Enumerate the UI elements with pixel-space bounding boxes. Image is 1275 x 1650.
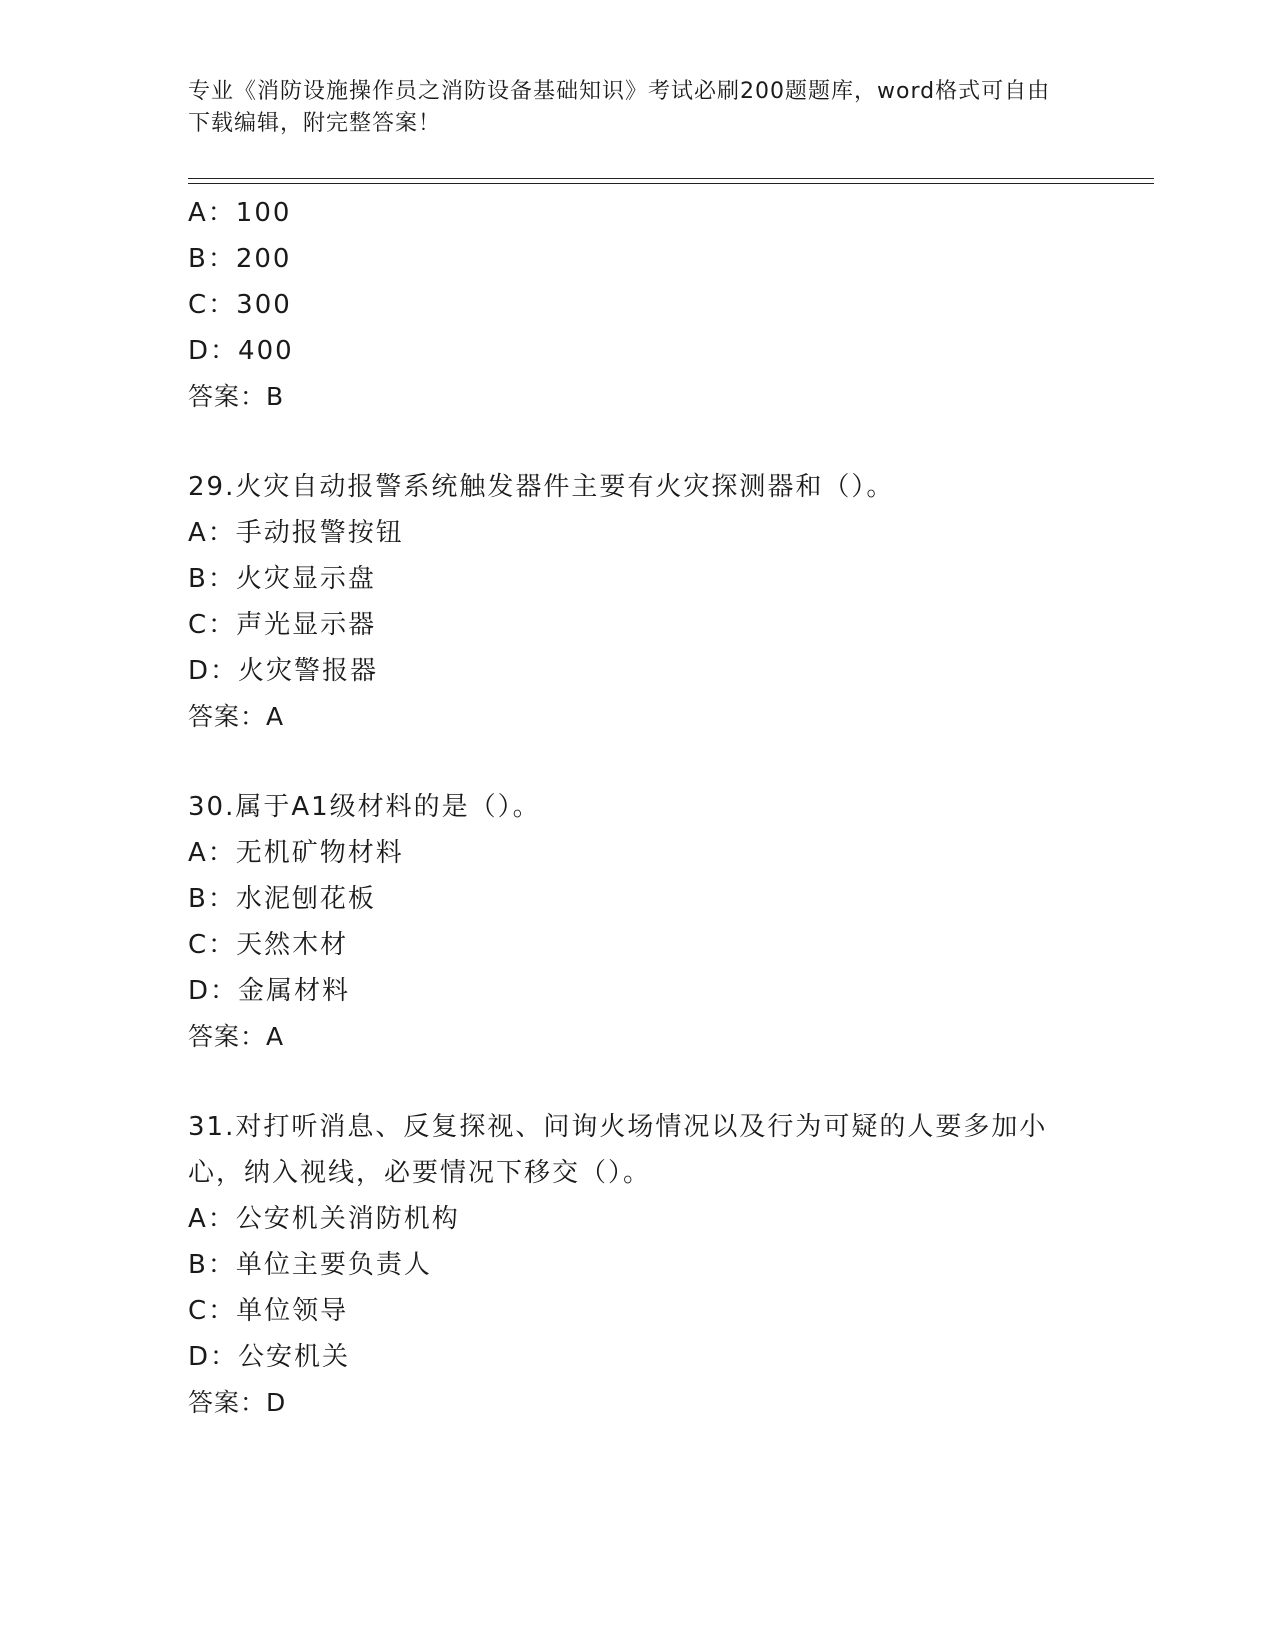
page-header-title: 专业《消防设施操作员之消防设备基础知识》考试必刷200题题库，word格式可自由下载编辑，附完整答案！ [188, 79, 1051, 136]
question-stem: 29.火灾自动报警系统触发器件主要有火灾探测器和（）。 [188, 472, 895, 502]
option-d: D：金属材料 [188, 976, 351, 1006]
option-b: B：水泥刨花板 [188, 884, 376, 914]
header-divider-top [188, 178, 1154, 179]
answer-label: 答案：D [188, 1388, 287, 1417]
header-divider-bottom [188, 183, 1154, 184]
option-b: B：200 [188, 244, 292, 274]
option-a: A：无机矿物材料 [188, 838, 404, 868]
option-b: B：火灾显示盘 [188, 564, 376, 594]
question-stem-line-1: 31.对打听消息、反复探视、问询火场情况以及行为可疑的人要多加小 [188, 1112, 1048, 1142]
option-c: C：单位领导 [188, 1296, 349, 1326]
question-list [188, 190, 1088, 1426]
option-d: D：公安机关 [188, 1342, 351, 1372]
option-a: A：手动报警按钮 [188, 518, 404, 548]
option-b: B：单位主要负责人 [188, 1250, 432, 1280]
option-c: C：声光显示器 [188, 610, 377, 640]
question-28-continued [188, 190, 1088, 420]
option-a: A：公安机关消防机构 [188, 1204, 460, 1234]
option-c: C：天然木材 [188, 930, 349, 960]
question-stem-line-2: 心，纳入视线，必要情况下移交（）。 [188, 1158, 652, 1188]
answer-label: 答案：A [188, 702, 285, 731]
option-a: A：100 [188, 198, 292, 228]
option-c: C：300 [188, 290, 292, 320]
question-29 [188, 464, 1088, 740]
question-stem: 30.属于A1级材料的是（）。 [188, 792, 541, 822]
answer-label: 答案：A [188, 1022, 285, 1051]
question-30 [188, 784, 1088, 1060]
question-31 [188, 1104, 1088, 1426]
option-d: D：火灾警报器 [188, 656, 379, 686]
answer-label: 答案：B [188, 382, 285, 411]
option-d: D：400 [188, 336, 294, 366]
